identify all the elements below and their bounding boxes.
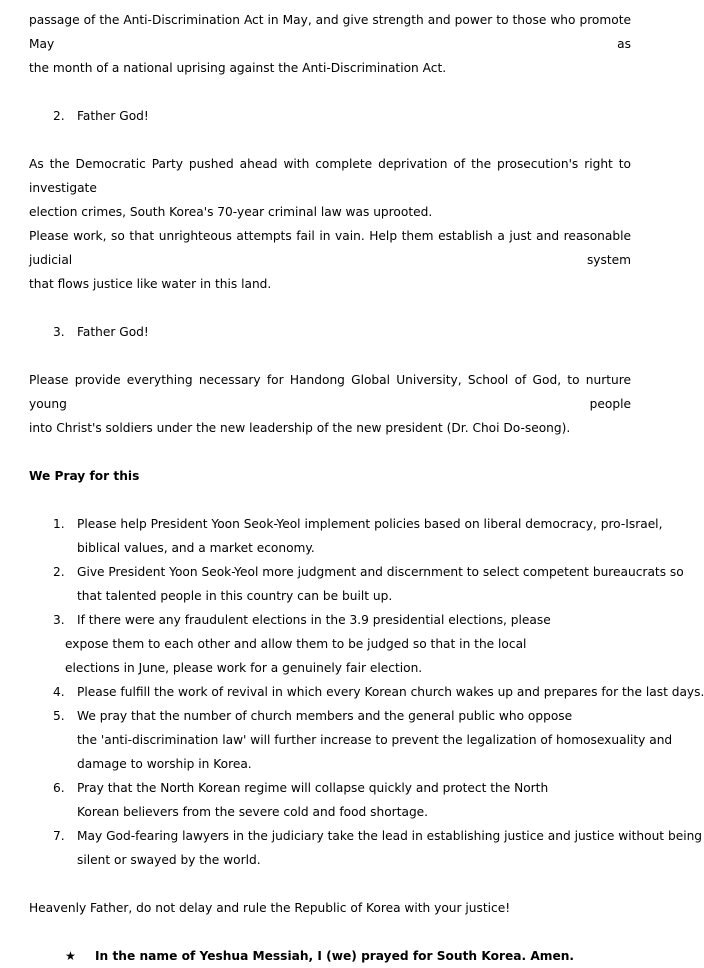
list-item xyxy=(29,608,631,680)
list-item xyxy=(29,704,673,776)
list-number: 5. xyxy=(53,709,65,723)
heading-text: Father God! xyxy=(77,109,149,123)
text-line: Pray that the North Korean regime will collapse quickly and protect the North xyxy=(77,781,549,795)
text-line: We pray that the number of church members and the general public who oppose xyxy=(77,709,573,723)
text-line: the month of a national uprising against the Anti-Discrimination Act. xyxy=(29,61,447,75)
text-line: Please fulfill the work of revival in which every Korean church wakes up and prepares for the last days. xyxy=(77,685,704,699)
list-number: 6. xyxy=(53,781,65,795)
text-line: Korean believers from the severe cold and food shortage. xyxy=(77,805,429,819)
text-line: election crimes, South Korea's 70-year criminal law was uprooted. xyxy=(29,205,433,219)
document-page xyxy=(29,0,704,968)
text-line: elections in June, please work for a genuinely fair election. xyxy=(65,661,423,675)
list-number: 2. xyxy=(53,109,65,123)
text-line: Please provide everything necessary for Handong Global University, School of God, to nurture young people xyxy=(29,373,631,411)
amen-line xyxy=(29,944,631,968)
list-item xyxy=(29,824,703,872)
list-number: 3. xyxy=(53,613,65,627)
text-line: that flows justice like water in this land. xyxy=(29,277,272,291)
text-line: Give President Yoon Seok-Yeol more judgment and discernment to select competent bureaucrats so xyxy=(77,565,684,579)
text-line: If there were any fraudulent elections in the 3.9 presidential elections, please xyxy=(77,613,551,627)
closing-paragraph: Heavenly Father, do not delay and rule the Republic of Korea with your justice! xyxy=(29,901,511,915)
list-number: 7. xyxy=(53,829,65,843)
list-number: 2. xyxy=(53,565,65,579)
list-item xyxy=(29,512,663,560)
section-3-paragraph xyxy=(29,368,631,440)
star-icon: ★ xyxy=(65,949,76,963)
list-item xyxy=(29,680,704,704)
text-line: As the Democratic Party pushed ahead with complete deprivation of the prosecution's right to investigate xyxy=(29,157,631,195)
list-item xyxy=(29,776,631,824)
text-line: the 'anti-discrimination law' will further increase to prevent the legalization of homosexuality and xyxy=(77,733,673,747)
text-line: silent or swayed by the world. xyxy=(77,853,261,867)
list-number: 1. xyxy=(53,517,65,531)
text-line: damage to worship in Korea. xyxy=(77,757,252,771)
list-item xyxy=(29,560,684,608)
text-line: into Christ's soldiers under the new leadership of the new president (Dr. Choi Do-seong). xyxy=(29,421,571,435)
text-line: Please help President Yoon Seok-Yeol implement policies based on liberal democracy, pro-Israel, xyxy=(77,517,663,531)
we-pray-heading: We Pray for this xyxy=(29,469,140,483)
section-2-heading xyxy=(29,104,631,128)
text-line: passage of the Anti-Discrimination Act in May, and give strength and power to those who promote May as xyxy=(29,13,631,51)
section-3-heading xyxy=(29,320,631,344)
text-line: that talented people in this country can be built up. xyxy=(77,589,393,603)
heading-text: Father God! xyxy=(77,325,149,339)
prayer-list xyxy=(29,512,704,872)
text-line: expose them to each other and allow them to be judged so that in the local xyxy=(65,637,527,651)
section-2-paragraph xyxy=(29,152,631,296)
list-number: 4. xyxy=(53,685,65,699)
text-line: May God-fearing lawyers in the judiciary take the lead in establishing justice and justice without being xyxy=(77,829,703,843)
intro-paragraph xyxy=(29,8,631,80)
list-number: 3. xyxy=(53,325,65,339)
text-line: biblical values, and a market economy. xyxy=(77,541,315,555)
amen-text: In the name of Yeshua Messiah, I (we) prayed for South Korea. Amen. xyxy=(95,949,575,963)
text-line: Please work, so that unrighteous attempts fail in vain. Help them establish a just and reasonable judicial system xyxy=(29,229,631,267)
